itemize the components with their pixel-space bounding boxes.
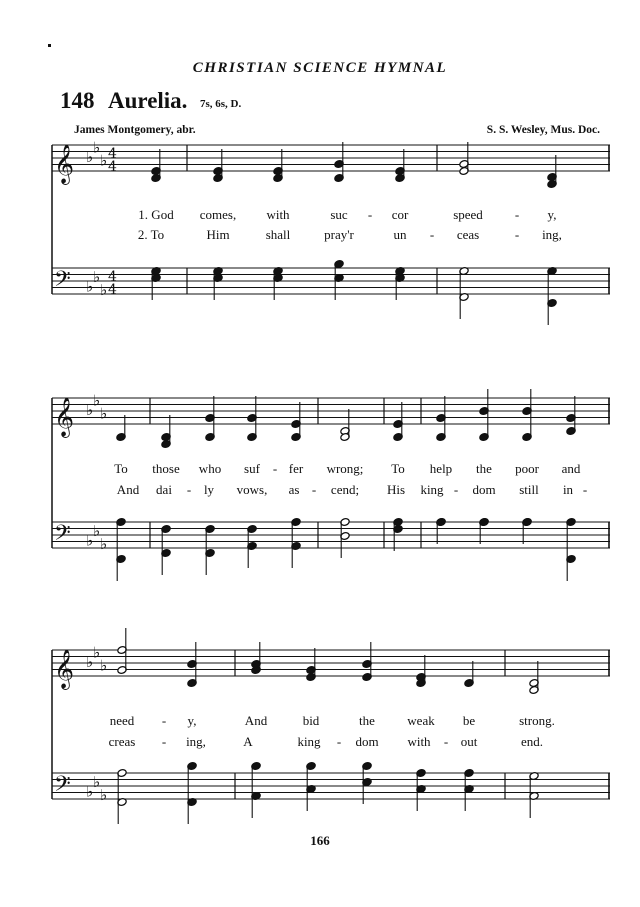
music-credit: S. S. Wesley, Mus. Doc. [486,124,600,136]
lyric-syllable: - [443,734,449,749]
flat-sign: ♭ [93,391,101,410]
lyric-syllable: weak [407,713,435,728]
lyric-syllable: as [288,482,300,497]
lyric-syllable: and [561,461,581,476]
lyric-syllable: ly [203,482,215,497]
treble-clef: 𝄞 [54,649,75,689]
lyric-syllable: the [359,713,375,728]
lyric-syllable: be [462,713,476,728]
flat-sign: ♭ [86,401,94,419]
lyric-syllable: - [336,734,342,749]
flat-sign: ♭ [100,534,108,553]
lyric-syllable: - [367,207,373,222]
flat-sign: ♭ [86,148,94,166]
lyric-syllable: with [407,734,431,749]
flat-sign: ♭ [93,521,101,540]
lyric-syllable: To [391,461,405,476]
lyric-syllable: suc [330,207,348,222]
bass-clef: 𝄢 [54,772,71,802]
lyric-syllable: need [109,713,135,728]
hymn-meter: 7s, 6s, D. [200,98,242,110]
lyric-syllable: - [429,227,435,242]
lyric-syllable: - [582,482,588,497]
lyric-syllable: those [152,461,180,476]
time-signature: 4 [108,269,117,285]
lyric-syllable: still [519,482,539,497]
lyric-syllable: To [114,461,128,476]
lyric-syllable: out [460,734,478,749]
lyric-syllable: vows, [236,482,268,497]
time-signature: 4 [108,159,117,175]
lyric-syllable: end. [520,734,544,749]
lyric-syllable: shall [265,227,291,242]
lyric-syllable: comes, [199,207,237,222]
hymn-number: 148 [60,88,95,113]
lyric-syllable: who [198,461,222,476]
treble-clef: 𝄞 [54,144,75,184]
lyric-syllable: with [266,207,290,222]
lyric-syllable: help [429,461,453,476]
lyric-syllable: ing, [542,227,562,242]
flat-sign: ♭ [100,656,108,675]
lyric-syllable: ceas [456,227,480,242]
hymn-tune-title: Aurelia. [108,88,188,113]
lyric-syllable: strong. [519,713,555,728]
time-signature: 4 [108,146,117,162]
lyric-syllable: - [272,461,278,476]
time-signature: 4 [108,282,117,298]
flat-sign: ♭ [100,280,108,299]
lyric-syllable: His [386,482,406,497]
flat-sign: ♭ [100,404,108,423]
lyric-syllable: And [244,713,268,728]
running-title: CHRISTIAN SCIENCE HYMNAL [192,60,448,76]
lyric-syllable: bid [302,713,320,728]
lyric-syllable: dom [472,482,496,497]
flat-sign: ♭ [100,785,108,804]
lyric-syllable: y, [187,713,197,728]
lyric-syllable: suf [244,461,260,476]
lyric-syllable: - [161,734,167,749]
lyric-syllable: fer [288,461,304,476]
lyric-syllable: pray'r [324,227,354,242]
lyric-syllable: un [393,227,407,242]
flat-sign: ♭ [93,643,101,662]
flat-sign: ♭ [100,151,108,170]
lyric-syllable: poor [515,461,539,476]
lyric-syllable: A [243,734,253,749]
lyric-syllable: y, [547,207,557,222]
flat-sign: ♭ [86,653,94,671]
lyric-syllable: - [514,207,520,222]
lyric-syllable: the [476,461,492,476]
lyric-syllable: king [420,482,444,497]
lyric-syllable: 2. To [137,227,165,242]
lyric-syllable: - [311,482,317,497]
lyric-syllable: - [453,482,459,497]
lyric-syllable: 1. God [138,207,174,222]
bass-clef: 𝄢 [54,521,71,551]
flat-sign: ♭ [93,267,101,286]
flat-sign: ♭ [86,531,94,550]
words-credit: James Montgomery, abr. [74,124,196,136]
lyric-syllable: Him [206,227,230,242]
lyric-syllable: speed [453,207,483,222]
lyric-syllable: ing, [186,734,206,749]
flat-sign: ♭ [86,782,94,801]
flat-sign: ♭ [93,772,101,791]
lyric-syllable: - [186,482,192,497]
lyric-syllable: cor [391,207,409,222]
flat-sign: ♭ [86,277,94,296]
lyric-syllable: And [116,482,140,497]
flat-sign: ♭ [93,138,101,157]
bass-clef: 𝄢 [54,267,71,297]
lyric-syllable: dom [355,734,379,749]
treble-clef: 𝄞 [54,397,75,437]
lyric-syllable: wrong; [326,461,364,476]
lyric-syllable: - [514,227,520,242]
lyric-syllable: in [562,482,574,497]
lyric-syllable: creas [108,734,136,749]
page-number: 166 [310,833,330,848]
lyric-syllable: cend; [330,482,360,497]
lyric-syllable: king [297,734,321,749]
lyric-syllable: dai [156,482,172,497]
lyric-syllable: - [161,713,167,728]
